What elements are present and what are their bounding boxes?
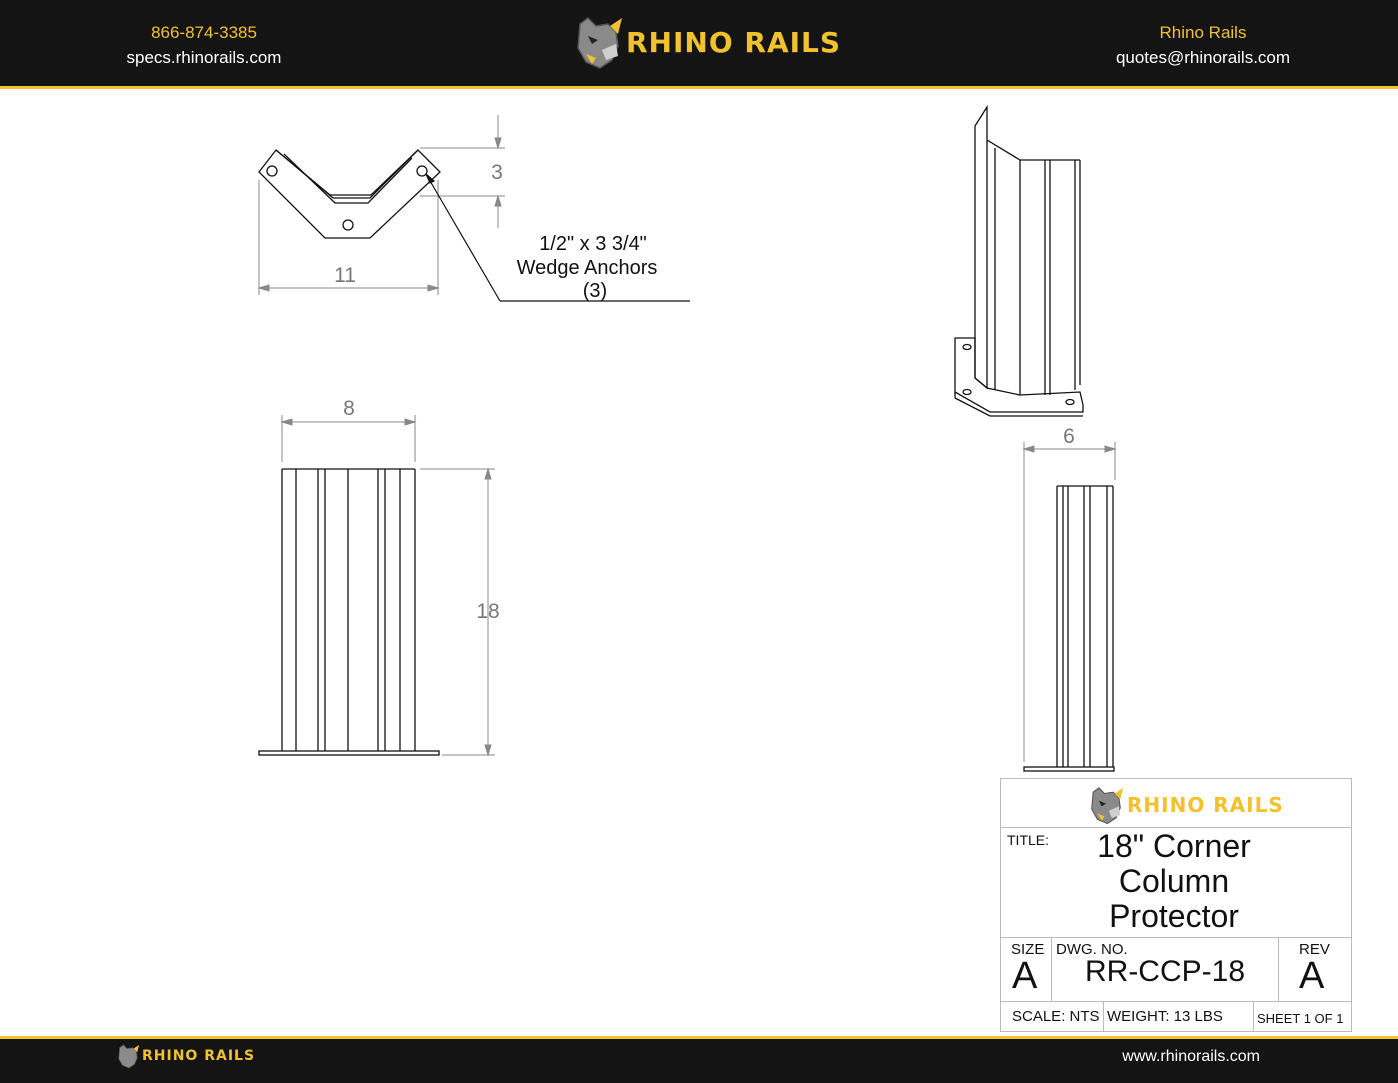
title-block-brand: RHINO RAILS: [1127, 793, 1284, 817]
divider: [1103, 1001, 1104, 1031]
title-block-logo: [1087, 785, 1284, 825]
dim-top-width: 11: [334, 264, 356, 287]
dim-front-height: 18: [476, 600, 500, 623]
top-view: [259, 150, 440, 238]
header-email-link[interactable]: quotes@rhinorails.com: [1115, 48, 1291, 67]
drawing-title-line2: Column: [1118, 863, 1230, 899]
size-label: SIZE: [1011, 941, 1045, 958]
anchor-note-line2: Wedge Anchors: [516, 257, 658, 279]
rev-label: REV: [1299, 941, 1330, 958]
header-specs-link[interactable]: specs.rhinorails.com: [126, 48, 282, 67]
top-view-dimensions: [259, 115, 505, 295]
weight-text: WEIGHT: 13 LBS: [1107, 1008, 1223, 1025]
header-brand-text: RHINO RAILS: [626, 25, 842, 59]
rev-value: A: [1299, 955, 1325, 997]
side-view-dimensions: [1024, 442, 1115, 762]
anchor-note-line1: 1/2" x 3 3/4": [539, 233, 647, 255]
rhino-logo-icon: [1087, 785, 1125, 825]
scale-text: SCALE: NTS: [1012, 1008, 1100, 1025]
dim-top-depth: 3: [491, 161, 503, 184]
sheet-text: SHEET 1 OF 1: [1257, 1011, 1344, 1026]
footer-brand: RHINO RAILS: [142, 1048, 256, 1064]
title-label: TITLE:: [1007, 832, 1050, 848]
rhino-logo-icon: [116, 1043, 140, 1069]
isometric-view: [955, 107, 1083, 416]
dim-front-width: 8: [343, 397, 355, 420]
drawing-title-line3: Protector: [1109, 898, 1239, 934]
footer-logo: [116, 1043, 255, 1069]
divider: [1253, 1001, 1254, 1031]
header-phone[interactable]: 866-874-3385: [151, 23, 257, 42]
divider: [1278, 937, 1279, 1001]
front-view-dimensions: [282, 415, 495, 755]
footer-bar: [0, 1036, 1398, 1083]
anchor-note-line3: (3): [582, 280, 608, 302]
drawing-title-line1: 18" Corner: [1097, 828, 1251, 864]
side-view: [1024, 486, 1114, 771]
divider: [1051, 937, 1052, 1001]
front-view: [259, 469, 439, 755]
dwg-number: RR-CCP-18: [1084, 955, 1246, 988]
header-company: Rhino Rails: [1159, 23, 1247, 42]
dwg-label: DWG. NO.: [1056, 941, 1128, 958]
title-block: [1000, 778, 1352, 1032]
drawing-title: [1061, 829, 1287, 934]
footer-website-link[interactable]: www.rhinorails.com: [1122, 1048, 1260, 1065]
size-value: A: [1012, 955, 1038, 997]
dim-side-width: 6: [1063, 425, 1075, 448]
